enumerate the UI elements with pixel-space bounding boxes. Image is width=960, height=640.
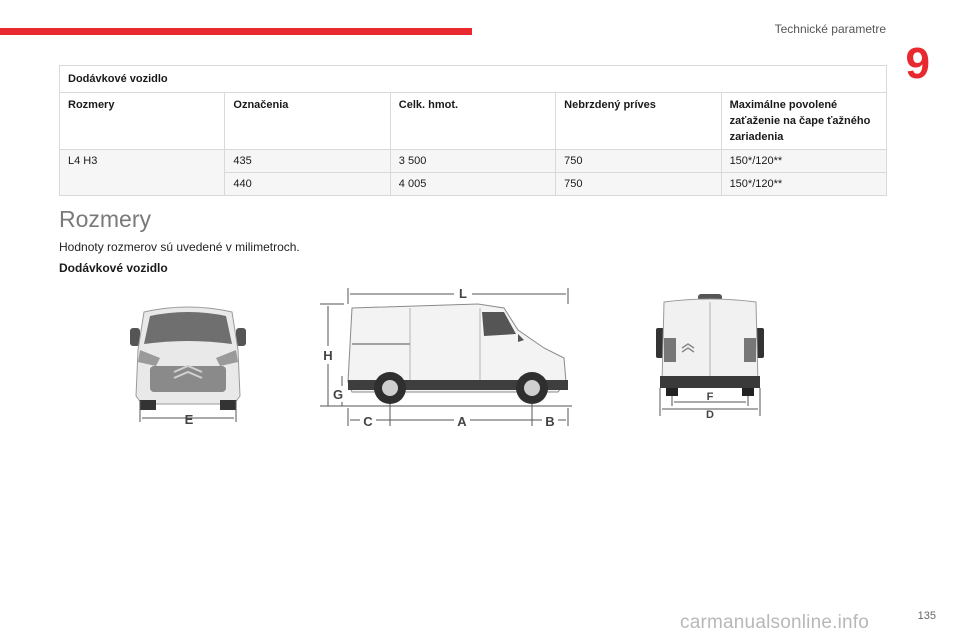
table-cell: 150*/120**: [721, 150, 886, 173]
van-side-illustration: [318, 282, 580, 428]
section-note: Hodnoty rozmerov sú uvedené v milimetroch.: [59, 240, 300, 254]
van-rear-view-figure: [654, 292, 766, 420]
weights-table: [59, 65, 887, 196]
column-header: Maximálne povolené zaťaženie na čape ťažného zariadenia: [721, 93, 886, 150]
column-header: Celk. hmot.: [390, 93, 555, 150]
van-rear-illustration: [654, 292, 766, 420]
column-header: Rozmery: [60, 93, 225, 150]
section-title: Rozmery: [59, 206, 152, 232]
watermark-text: carmanualsonline.info: [680, 612, 870, 633]
dimension-label-f: F: [706, 391, 714, 403]
dimension-label-l: L: [459, 286, 467, 301]
table-header-row: [60, 93, 887, 150]
van-side-view-figure: [318, 282, 580, 428]
column-header: Označenia: [225, 93, 390, 150]
table-cell: 750: [556, 150, 721, 173]
dimension-label-d: D: [706, 409, 714, 420]
table-cell: 440: [225, 173, 390, 196]
dimension-label-a: A: [457, 414, 467, 428]
table-cell: 750: [556, 173, 721, 196]
section-subtitle: Dodávkové vozidlo: [59, 261, 168, 275]
dimension-label-g: G: [332, 387, 344, 402]
van-front-view-figure: [126, 300, 250, 428]
table-row: [60, 150, 887, 173]
table-cell: 4 005: [390, 173, 555, 196]
column-header: Nebrzdený príves: [556, 93, 721, 150]
dimension-label-b: B: [545, 414, 555, 428]
dimension-label-h: H: [323, 348, 333, 363]
header-section-title: Technické parametre: [774, 22, 886, 36]
table-cell: 435: [225, 150, 390, 173]
chapter-number: 9: [905, 39, 930, 88]
header-accent-bar: [0, 28, 472, 35]
dimension-label-e: E: [184, 412, 194, 427]
page-number: 135: [917, 610, 936, 622]
table-cell: L4 H3: [60, 150, 225, 196]
table-cell: 150*/120**: [721, 173, 886, 196]
dimension-label-c: C: [363, 414, 373, 428]
table-caption: Dodávkové vozidlo: [60, 66, 887, 93]
van-front-illustration: [126, 300, 250, 428]
table-cell: 3 500: [390, 150, 555, 173]
